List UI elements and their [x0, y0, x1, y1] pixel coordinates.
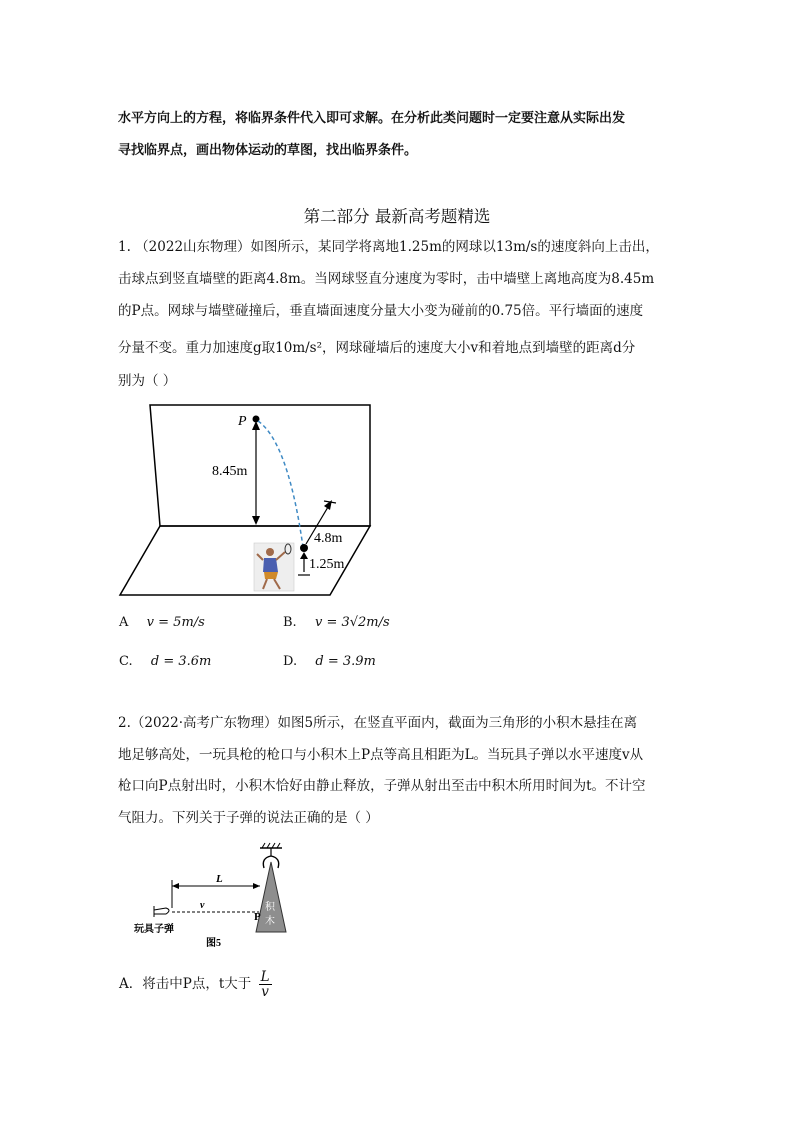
trajectory-path: [258, 421, 303, 547]
q1-option-b[interactable]: [283, 615, 390, 630]
q1-line-4: 分量不变。重力加速度g取10m/s²，网球碰墙后的速度大小v和着地点到墙壁的距离d分: [118, 340, 636, 356]
q1-line-2: 击球点到竖直墙壁的距离4.8m。当网球竖直分速度为零时，击中墙壁上离地高度为8.45m: [118, 271, 655, 287]
q1-option-c[interactable]: [119, 654, 211, 669]
q1-option-b-letter: B.: [283, 615, 297, 630]
label-p: P: [238, 414, 247, 429]
label-v: v: [200, 900, 205, 911]
q1-option-a[interactable]: [119, 615, 205, 630]
q1-option-d-text: d = 3.9m: [315, 654, 376, 669]
q2-option-a-prefix: A．将击中P点，t大于: [119, 976, 252, 992]
label-gun: 玩具子弹: [134, 924, 174, 935]
label-P: P: [254, 911, 261, 923]
section-title: 第二部分 最新高考题精选: [303, 207, 491, 226]
q2-figure: [118, 842, 308, 952]
q2-line-4: 气阻力。下列关于子弹的说法正确的是（ ）: [118, 810, 379, 826]
q1-option-a-text: v = 5m/s: [146, 615, 205, 630]
q2-line-2: 地足够高处，一玩具枪的枪口与小积木上P点等高且相距为L。当玩具子弹以水平速度v从: [118, 747, 644, 763]
q1-option-c-text: d = 3.6m: [150, 654, 212, 669]
q1-option-d-letter: D.: [283, 654, 298, 669]
q2-option-a-fraction: [259, 970, 272, 999]
q2-line-1: 2.（2022·高考广东物理）如图5所示，在竖直平面内，截面为三角形的小积木悬挂在离: [118, 715, 638, 731]
q1-figure: [118, 402, 398, 602]
q1-option-a-letter: A: [119, 615, 129, 630]
q1-option-d[interactable]: [283, 654, 376, 669]
q2-line-3: 枪口向P点射出时，小积木恰好由静止释放，子弹从射出至击中积木所用时间为t。不计空: [118, 778, 646, 794]
label-hit-height: 1.25m: [309, 557, 345, 572]
q2-option-a[interactable]: [119, 970, 272, 999]
q1-line-1: 1. （2022山东物理）如图所示，某同学将离地1.25m的网球以13m/s的速度斜向上击出，: [118, 239, 659, 255]
toy-bullet-shape: [154, 908, 169, 914]
label-distance: 4.8m: [314, 531, 343, 546]
label-height: 8.45m: [212, 464, 248, 479]
fraction-numerator: L: [260, 969, 270, 985]
ball-marker: [300, 544, 308, 552]
tennis-player-icon: [254, 543, 294, 591]
q1-option-c-letter: C.: [119, 654, 133, 669]
fraction-denominator: v: [261, 984, 269, 1000]
label-block-2: 木: [265, 916, 275, 927]
q1-line-5: 别为（ ）: [118, 373, 177, 389]
label-L: L: [216, 873, 223, 885]
q1-option-b-text: v = 3√2m/s: [314, 615, 390, 630]
label-block-1: 积: [265, 902, 275, 913]
figure-caption: 图5: [206, 938, 221, 949]
intro-line-1: 水平方向上的方程，将临界条件代入即可求解。在分析此类问题时一定要注意从实际出发: [118, 111, 626, 126]
q1-line-3: 的P点。网球与墙壁碰撞后，垂直墙面速度分量大小变为碰前的0.75倍。平行墙面的速度: [118, 303, 644, 319]
intro-line-2: 寻找临界点，画出物体运动的草图，找出临界条件。: [118, 143, 418, 158]
